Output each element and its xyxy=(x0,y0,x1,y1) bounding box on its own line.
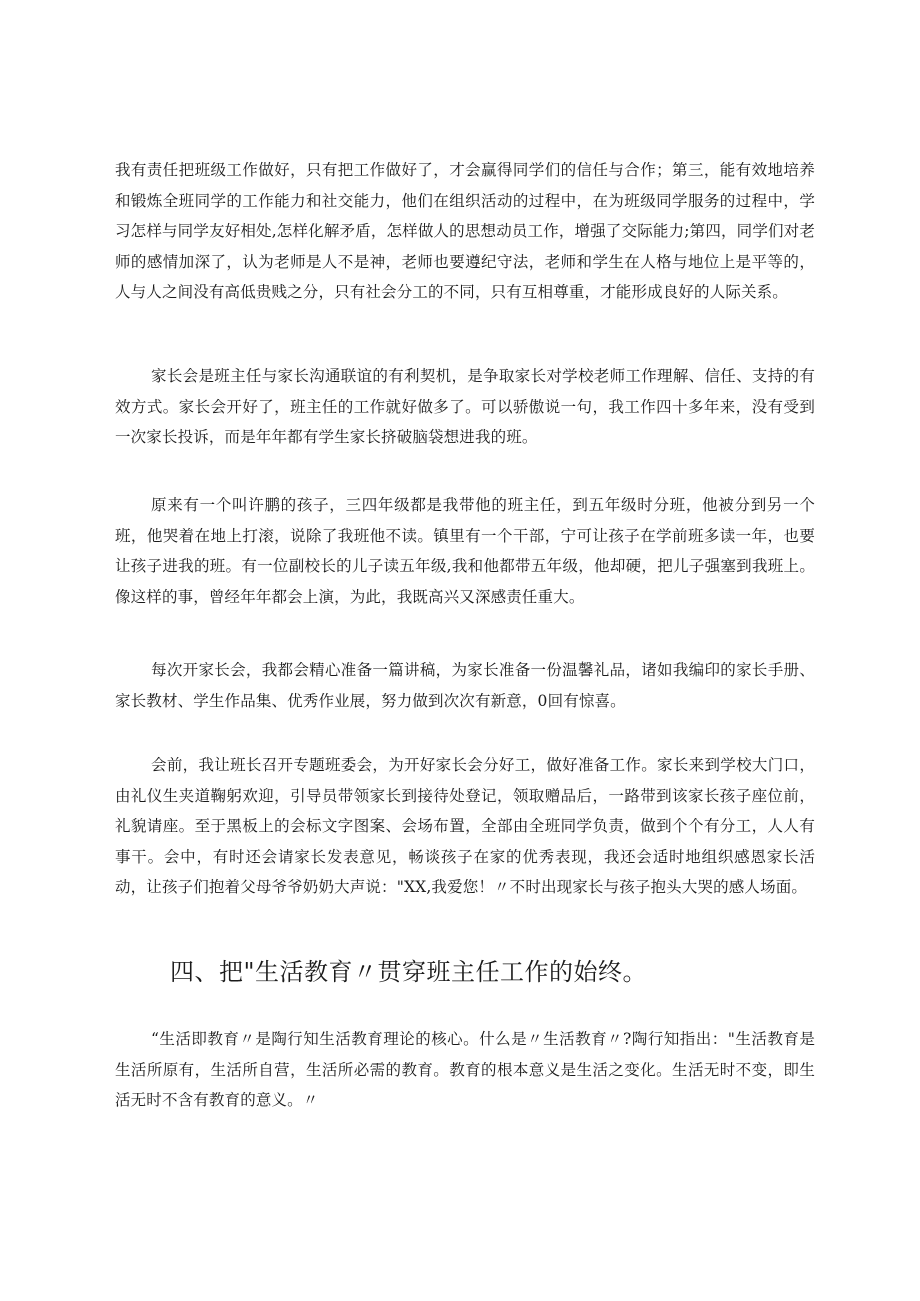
paragraph-meeting-preparation: 每次开家长会，我都会精心准备一篇讲稿，为家长准备一份温馨礼品，诸如我编印的家长手册、家长教材、学生作品集、优秀作业展，努力做到次次有新意，0回有惊喜。 xyxy=(115,661,815,710)
section-heading-life-education: 四、把"生活教育〃贯穿班主任工作的始终。 xyxy=(170,958,648,986)
paragraph-tao-xingzhi-theory: “生活即教育〃是陶行知生活教育理论的核心。什么是〃生活教育〃?陶行知指出："生活教育是生活所原有，生活所自营，生活所必需的教育。教育的根本意义是生活之变化。生活无时不变，即生活无时不含有教育的意义。〃 xyxy=(115,1030,815,1109)
paragraph-class-management-benefits: 我有责任把班级工作做好，只有把工作做好了，才会赢得同学们的信任与合作；第三，能有效地培养和锻炼全班同学的工作能力和社交能力，他们在组织活动的过程中，在为班级同学服务的过程中，学习怎样与同学友好相处,怎样化解矛盾，怎样做人的思想动员工作，增强了交际能力;第四，同学们对老师的感情加深了，认为老师是人不是神，老师也要遵纪守法，老师和学生在人格与地位上是平等的，人与人之间没有高低贵贱之分，只有社会分工的不同，只有互相尊重，才能形成良好的人际关系。 xyxy=(115,161,815,301)
paragraph-parent-meeting-importance: 家长会是班主任与家长沟通联谊的有利契机，是争取家长对学校老师工作理解、信任、支持的有效方式。家长会开好了，班主任的工作就好做多了。可以骄傲说一句，我工作四十多年来，没有受到一次家长投诉，而是年年都有学生家长挤破脑袋想进我的班。 xyxy=(115,367,815,446)
paragraph-xu-peng-story: 原来有一个叫许鹏的孩子，三四年级都是我带他的班主任，到五年级时分班，他被分到另一个班，他哭着在地上打滚，说除了我班他不读。镇里有一个干部，宁可让孩子在学前班多读一年，也要让孩子进我的班。有一位副校长的儿子读五年级,我和他都带五年级，他却硬，把儿子强塞到我班上。像这样的事，曾经年年都会上演，为此，我既高兴又深感责任重大。 xyxy=(115,496,815,606)
paragraph-meeting-process: 会前，我让班长召开专题班委会，为开好家长会分好工，做好准备工作。家长来到学校大门口，由礼仪生夹道鞠躬欢迎，引导员带领家长到接待处登记，领取赠品后，一路带到该家长孩子座位前，礼貌请座。至于黑板上的会标文字图案、会场布置，全部由全班同学负责，做到个个有分工，人人有事干。会中，有时还会请家长发表意见，畅谈孩子在家的优秀表现，我还会适时地组织感恩家长活动，让孩子们抱着父母爷爷奶奶大声说："XX,我爱您！〃不时出现家长与孩子抱头大哭的感人场面。 xyxy=(115,756,815,896)
